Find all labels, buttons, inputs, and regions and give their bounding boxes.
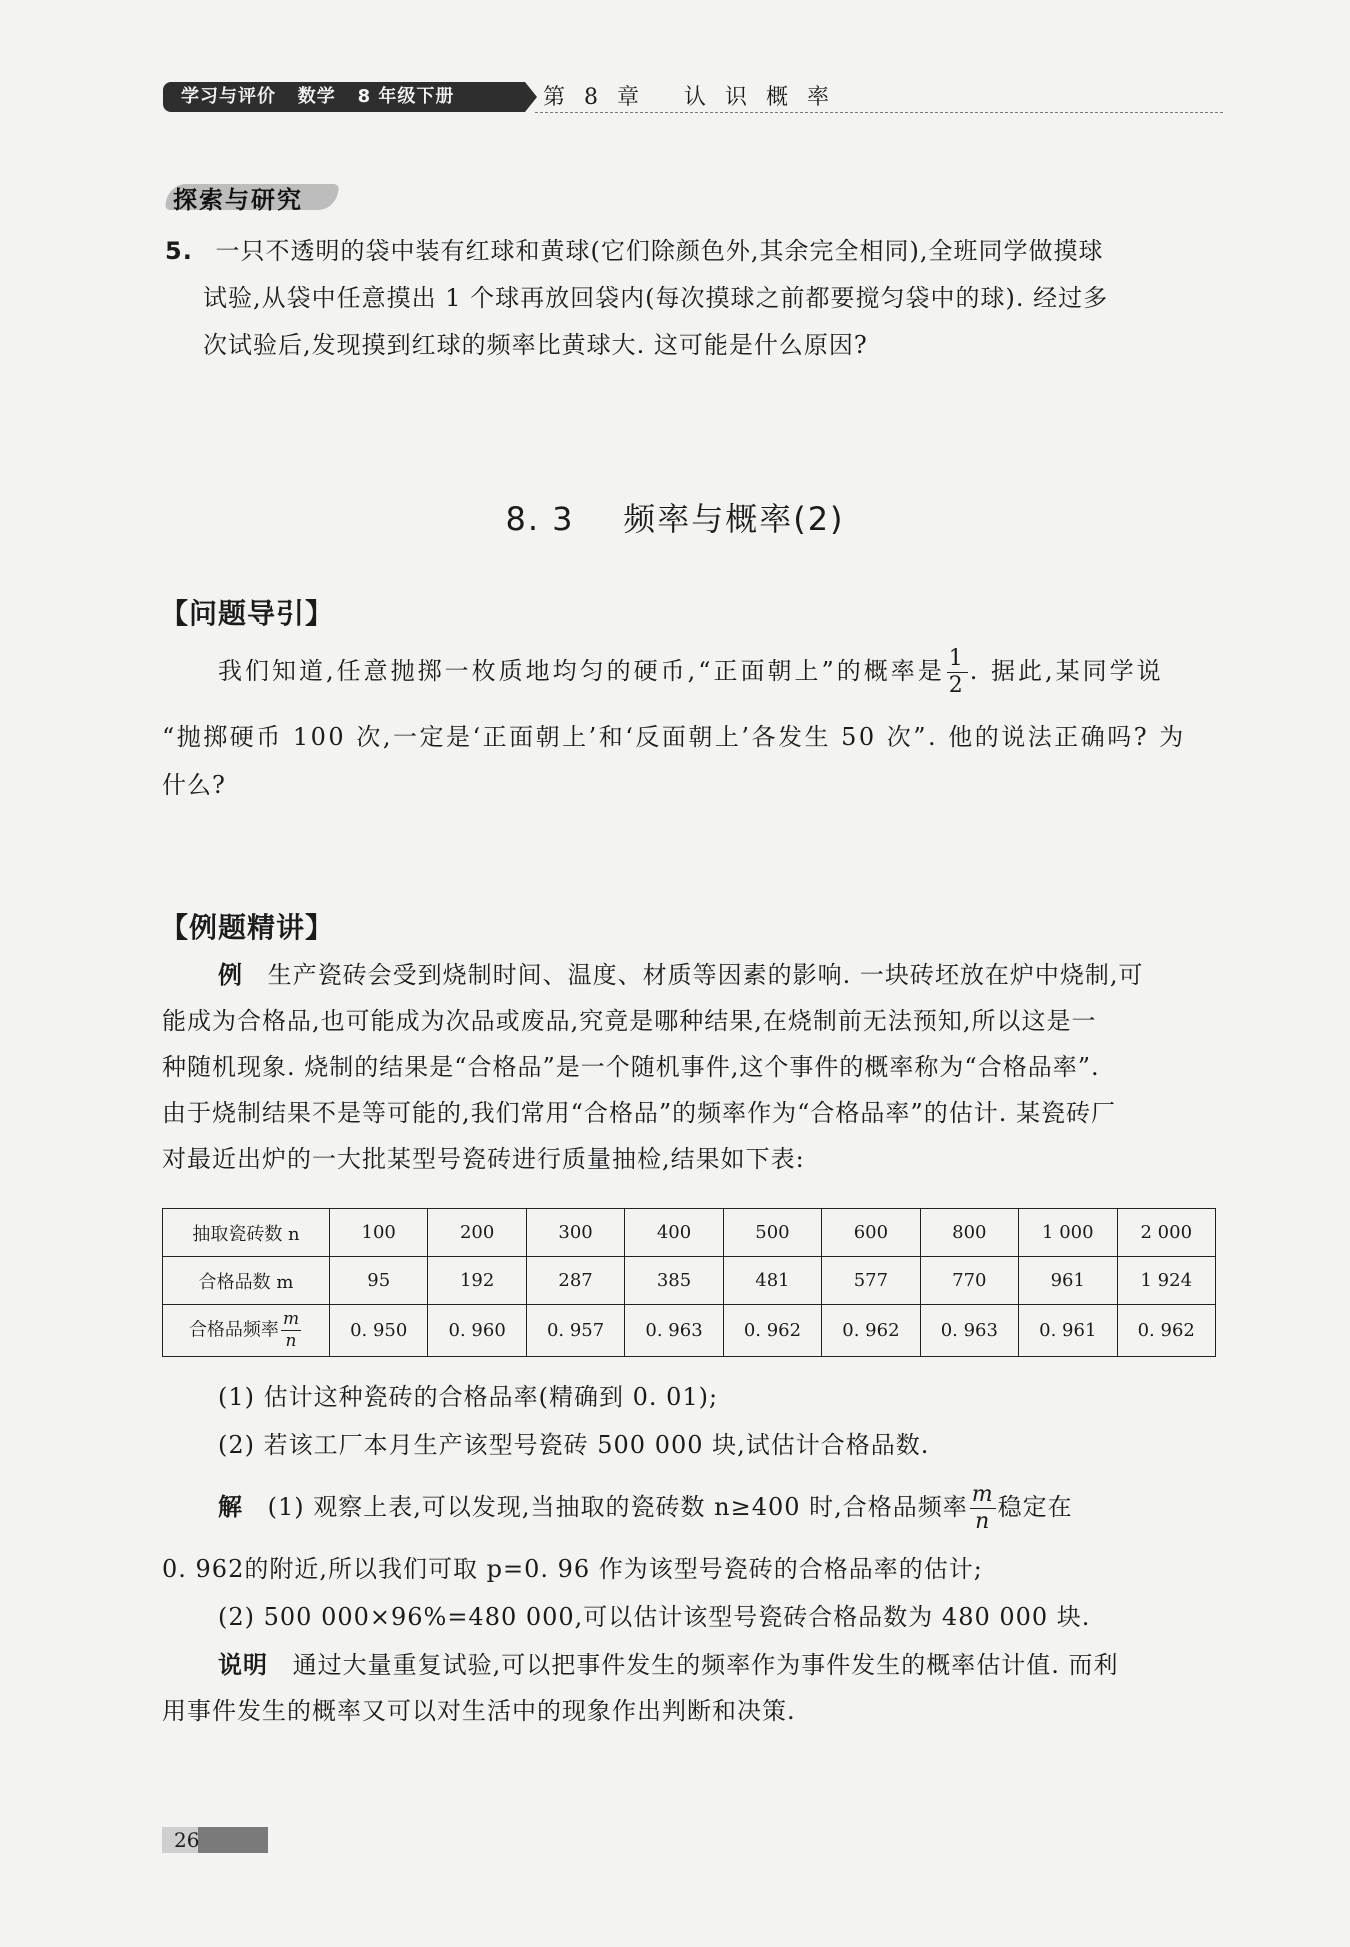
note-label: 说明 xyxy=(218,1651,268,1679)
page-number: 26 xyxy=(174,1828,200,1852)
question-5-line-3: 次试验后,发现摸到红球的频率比黄球大. 这可能是什么原因? xyxy=(203,331,868,359)
table-cell: 95 xyxy=(330,1257,428,1305)
chapter-title: 第 8 章 认 识 概 率 xyxy=(543,85,835,110)
question-number: 5. xyxy=(165,237,193,265)
example-line-4: 由于烧制结果不是等可能的,我们常用“合格品”的频率作为“合格品率”的估计. 某瓷砖厂 xyxy=(162,1099,1116,1127)
example-line-5: 对最近出炉的一大批某型号瓷砖进行质量抽检,结果如下表: xyxy=(162,1145,805,1173)
example-line-3: 种随机现象. 烧制的结果是“合格品”是一个随机事件,这个事件的概率称为“合格品率”. xyxy=(162,1053,1100,1081)
table-cell: 0. 960 xyxy=(428,1305,526,1357)
guide-text: . 据此,某同学说 xyxy=(969,657,1164,685)
example-label: 例 xyxy=(218,961,243,989)
table-cell: 770 xyxy=(920,1257,1018,1305)
table-cell: 0. 957 xyxy=(526,1305,624,1357)
table-cell: 500 xyxy=(723,1209,821,1257)
table-cell: 0. 962 xyxy=(1117,1305,1216,1357)
sub-question-1: (1) 估计这种瓷砖的合格品率(精确到 0. 01); xyxy=(218,1383,719,1411)
table-cell: 0. 950 xyxy=(330,1305,428,1357)
row-header: 合格品数 m xyxy=(163,1257,330,1305)
sub-question-2: (2) 若该工厂本月生产该型号瓷砖 500 000 块,试估计合格品数. xyxy=(218,1431,930,1459)
solution-text: (1) 观察上表,可以发现,当抽取的瓷砖数 n≥400 时,合格品频率 xyxy=(267,1493,968,1521)
fraction-m-over-n: $\frac{m}{n}$ xyxy=(971,1482,994,1534)
table-cell: 100 xyxy=(330,1209,428,1257)
table-cell: 192 xyxy=(428,1257,526,1305)
fraction-one-half: $\frac{1}{2}$ xyxy=(948,646,966,698)
table-cell: 385 xyxy=(625,1257,723,1305)
table-cell: 577 xyxy=(822,1257,920,1305)
table-cell: 1 924 xyxy=(1117,1257,1216,1305)
quality-check-table xyxy=(162,1208,1216,1357)
solution-line-3: (2) 500 000×96%=480 000,可以估计该型号瓷砖合格品数为 480 000 块. xyxy=(218,1603,1091,1631)
table-row xyxy=(163,1305,1216,1357)
guide-line-2: “抛掷硬币 100 次,一定是‘正面朝上’和‘反面朝上’各发生 50 次”. 他的说法正确吗? 为 xyxy=(162,723,1186,751)
solution-line-1 xyxy=(218,1484,1073,1533)
table-cell: 300 xyxy=(526,1209,624,1257)
note-line-1 xyxy=(218,1642,1119,1688)
row-header: 抽取瓷砖数 n xyxy=(163,1209,330,1257)
header-arrow-shape xyxy=(525,82,537,112)
guide-line-1 xyxy=(218,648,1164,697)
solution-text: 稳定在 xyxy=(997,1493,1073,1521)
table-cell: 961 xyxy=(1019,1257,1117,1305)
table-cell: 0. 963 xyxy=(920,1305,1018,1357)
table-cell: 0. 961 xyxy=(1019,1305,1117,1357)
explore-badge xyxy=(165,178,345,212)
note-text: 通过大量重复试验,可以把事件发生的频率作为事件发生的概率估计值. 而利 xyxy=(292,1651,1119,1679)
header-dotted-rule xyxy=(535,112,1223,113)
table-cell: 0. 962 xyxy=(723,1305,821,1357)
table-row xyxy=(163,1209,1216,1257)
guide-text: 我们知道,任意抛掷一枚质地均匀的硬币,“正面朝上”的概率是 xyxy=(218,657,945,685)
example-text: 生产瓷砖会受到烧制时间、温度、材质等因素的影响. 一块砖坯放在炉中烧制,可 xyxy=(267,961,1144,989)
question-text: 一只不透明的袋中装有红球和黄球(它们除颜色外,其余完全相同),全班同学做摸球 xyxy=(215,237,1104,265)
table-cell: 800 xyxy=(920,1209,1018,1257)
badge-label: 探索与研究 xyxy=(173,186,303,214)
note-line-2: 用事件发生的概率又可以对生活中的现象作出判断和决策. xyxy=(162,1697,796,1725)
guide-line-3: 什么? xyxy=(162,771,226,799)
table-cell: 400 xyxy=(625,1209,723,1257)
example-heading: 【例题精讲】 xyxy=(160,911,335,944)
table-cell: 0. 963 xyxy=(625,1305,723,1357)
row-header: 合格品频率 $\frac{m}{n}$ xyxy=(163,1305,330,1357)
question-5-line-1 xyxy=(165,228,1103,274)
example-line-2: 能成为合格品,也可能成为次品或废品,究竟是哪种结果,在烧制前无法预知,所以这是一 xyxy=(162,1007,1097,1035)
table-cell: 0. 962 xyxy=(822,1305,920,1357)
running-header xyxy=(163,82,1223,114)
table-cell: 1 000 xyxy=(1019,1209,1117,1257)
table-row xyxy=(163,1257,1216,1305)
table-cell: 481 xyxy=(723,1257,821,1305)
guide-heading: 【问题导引】 xyxy=(160,597,335,630)
fraction-m-over-n: $\frac{m}{n}$ xyxy=(282,1309,300,1351)
table-cell: 287 xyxy=(526,1257,624,1305)
book-title-tab: 学习与评价 数学 8 年级下册 xyxy=(163,82,525,112)
page-number-tab xyxy=(162,1827,268,1853)
solution-label: 解 xyxy=(218,1493,243,1521)
question-5-line-2: 试验,从袋中任意摸出 1 个球再放回袋内(每次摸球之前都要搅匀袋中的球). 经过多 xyxy=(203,284,1109,312)
example-line-1 xyxy=(218,952,1144,998)
table-cell: 600 xyxy=(822,1209,920,1257)
table-cell: 200 xyxy=(428,1209,526,1257)
solution-line-2: 0. 962的附近,所以我们可取 p=0. 96 作为该型号瓷砖的合格品率的估计; xyxy=(162,1555,983,1583)
section-title: 8. 3 频率与概率(2) xyxy=(505,500,845,538)
table-cell: 2 000 xyxy=(1117,1209,1216,1257)
